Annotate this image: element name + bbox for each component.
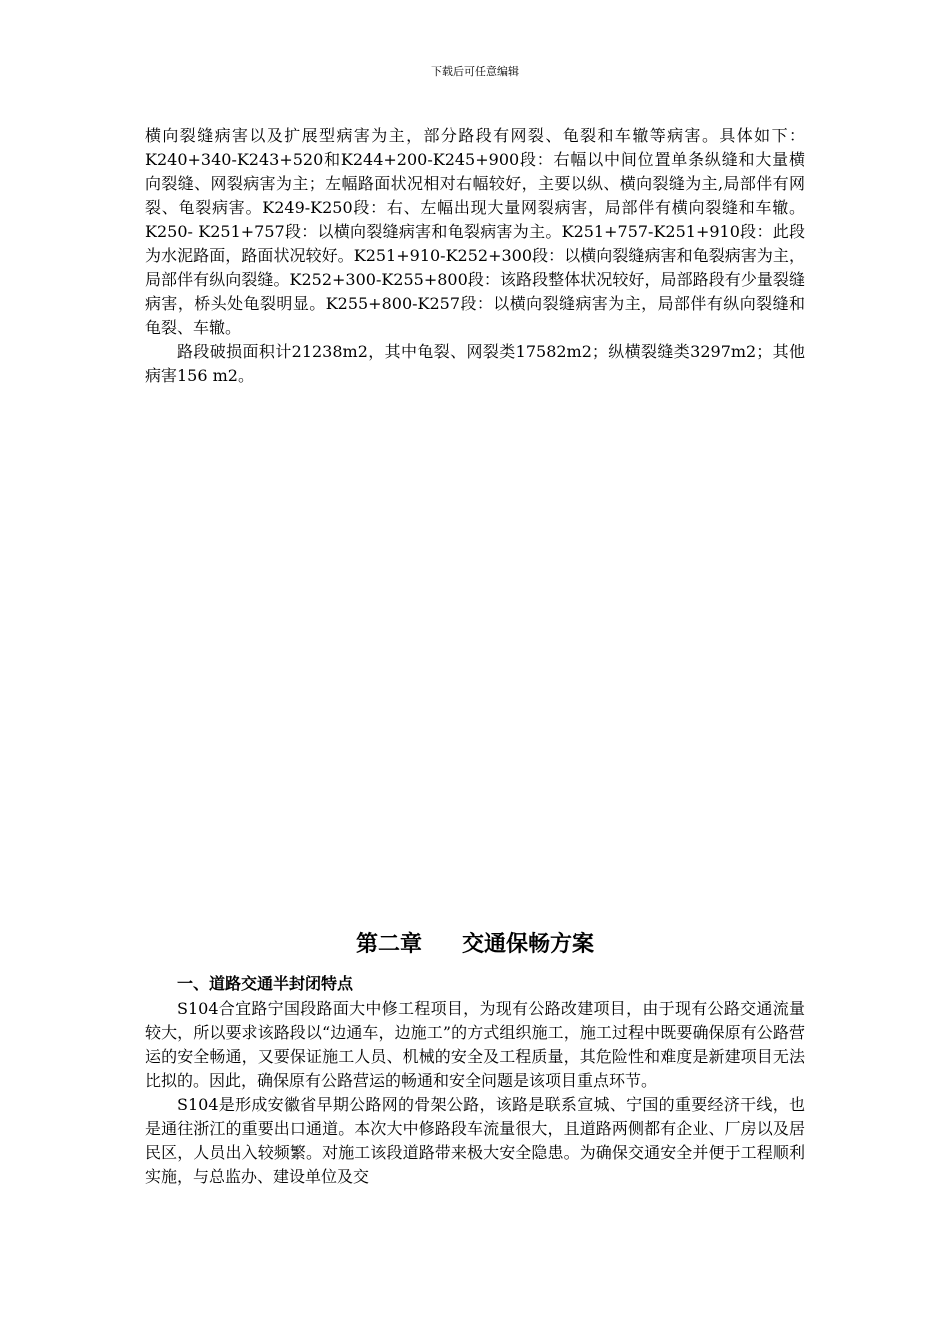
damage-description-block <box>145 124 805 388</box>
traffic-paragraph-1: S104合宜路宁国段路面大中修工程项目，为现有公路改建项目，由于现有公路交通流量较大，所以要求该路段以“边通车，边施工”的方式组织施工，施工过程中既要确保原有公路营运的安全畅通，又要保证施工人员、机械的安全及工程质量，其危险性和难度是新建项目无法比拟的。因此，确保原有公路营运的畅通和安全问题是该项目重点环节。 <box>145 999 805 1090</box>
chapter-name: 交通保畅方案 <box>462 932 595 957</box>
section-heading: 一、道路交通半封闭特点 <box>177 974 354 993</box>
damage-paragraph-1: 横向裂缝病害以及扩展型病害为主，部分路段有网裂、龟裂和车辙等病害。具体如下：K240+340-K243+520和K244+200-K245+900段：右幅以中间位置单条纵缝和大量横向裂缝、网裂病害为主；左幅路面状况相对右幅较好，主要以纵、横向裂缝为主,局部伴有网裂、龟裂病害。K249-K250段：右、左幅出现大量网裂病害，局部伴有横向裂缝和车辙。K250- K251+757段：以横向裂缝病害和龟裂病害为主。K251+757-K251+910段：此段为水泥路面，路面状况较好。K251+910-K252+300段：以横向裂缝病害和龟裂病害为主，局部伴有纵向裂缝。K252+300-K255+800段：该路段整体状况较好，局部路段有少量裂缝病害，桥头处龟裂明显。K255+800-K257段：以横向裂缝病害为主，局部伴有纵向裂缝和龟裂、车辙。 <box>145 126 805 337</box>
chapter-title <box>0 927 950 963</box>
traffic-plan-block <box>145 997 805 1189</box>
damage-paragraph-2: 路段破损面积计21238m2，其中龟裂、网裂类17582m2；纵横裂缝类3297m2；其他病害156 m2。 <box>145 342 805 385</box>
chapter-number: 第二章 <box>355 932 422 957</box>
traffic-paragraph-2: S104是形成安徽省早期公路网的骨架公路，该路是联系宣城、宁国的重要经济干线，也是通往浙江的重要出口通道。本次大中修路段车流量很大，且道路两侧都有企业、厂房以及居民区，人员出入较频繁。对施工该段道路带来极大安全隐患。为确保交通安全并便于工程顺利实施，与总监办、建设单位及交 <box>145 1095 805 1186</box>
header-note: 下载后可任意编辑 <box>431 65 519 78</box>
